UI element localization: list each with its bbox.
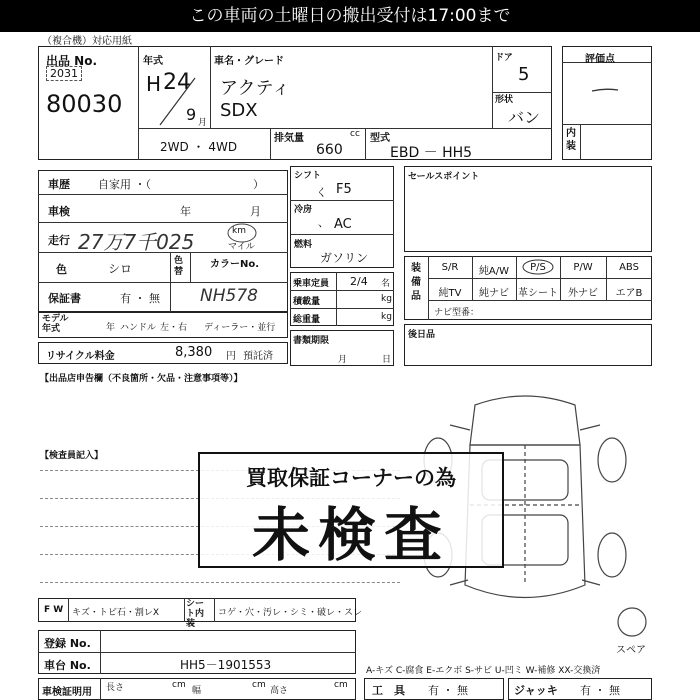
seat-value: コゲ・穴・汚レ・シミ・破レ・スレ bbox=[218, 608, 363, 618]
lot-label: 出品 No. bbox=[46, 54, 98, 68]
capacity-unit: 名 bbox=[381, 279, 391, 289]
history-close: ） bbox=[253, 178, 264, 191]
cert-length-unit: cm bbox=[172, 680, 186, 690]
cert-width-unit: cm bbox=[252, 680, 266, 690]
year-month: 9 bbox=[186, 105, 197, 124]
warranty-label: 保証書 bbox=[48, 292, 81, 305]
registration-label: 登録 No. bbox=[44, 637, 91, 650]
cooling-prefix: 、 bbox=[318, 216, 329, 229]
cert-length: 長さ bbox=[106, 683, 125, 693]
capacity-label: 乗車定員 bbox=[293, 279, 330, 289]
mileage-circle bbox=[224, 222, 264, 252]
displacement-unit: cc bbox=[350, 129, 360, 139]
stamp-line2: 未検査 bbox=[251, 501, 450, 569]
chassis-label: 車台 No. bbox=[44, 659, 91, 672]
reg-deadline-month: 月 bbox=[338, 355, 348, 365]
equip-power-window: P/W bbox=[573, 262, 593, 273]
year-era: H bbox=[146, 72, 162, 96]
year-month-unit: 月 bbox=[198, 118, 208, 128]
equip-alloy-wheel: 純A/W bbox=[478, 266, 510, 277]
doors-value: 5 bbox=[518, 64, 530, 85]
year-value: 24 bbox=[163, 70, 191, 95]
chassis-value: HH5－1901553 bbox=[180, 658, 272, 672]
name-label: 車名・グレード bbox=[214, 56, 284, 67]
car-model: アクティ bbox=[220, 78, 291, 99]
remarks-box bbox=[404, 324, 652, 366]
shift-label: シフト bbox=[294, 171, 322, 181]
lot-number: 80030 bbox=[46, 90, 123, 118]
inspection-label: 車検 bbox=[48, 205, 70, 218]
announcement-banner: この車両の土曜日の搬出受付は17:00まで bbox=[0, 0, 700, 32]
recycle-unit: 円 bbox=[226, 351, 236, 362]
seller-notes-label: 【出品店申告欄（不良箇所・欠品・注意事項等）】 bbox=[40, 374, 243, 384]
model-year-year: 年 bbox=[106, 323, 116, 333]
recycle-label: リサイクル料金 bbox=[46, 351, 115, 362]
spare-label: スペア bbox=[616, 645, 646, 656]
displacement-value: 660 bbox=[316, 142, 343, 158]
model-year-handle: ハンドル bbox=[120, 323, 157, 333]
lot-code: 2031 bbox=[46, 66, 82, 81]
interior-label: 内装 bbox=[566, 128, 576, 152]
shift-value: F5 bbox=[336, 182, 352, 197]
model-year-label: モデル年式 bbox=[42, 314, 69, 334]
reg-deadline-day: 日 bbox=[382, 355, 392, 365]
cert-height-unit: cm bbox=[334, 680, 348, 690]
model-year-dealer: ディーラー・並行 bbox=[204, 323, 276, 333]
equip-ps-circle bbox=[520, 258, 556, 276]
shape-label: 形状 bbox=[495, 95, 514, 105]
equip-ext-navi: 外ナビ bbox=[568, 288, 598, 299]
stamp-line1: 買取保証コーナーの為 bbox=[246, 466, 456, 490]
equip-navi: 純ナビ bbox=[479, 288, 509, 299]
history-value: 自家用 ・（ bbox=[98, 178, 151, 191]
equip-abs: ABS bbox=[619, 262, 639, 273]
doors-label: ドア bbox=[495, 53, 513, 63]
history-label: 車歴 bbox=[48, 178, 70, 191]
cert-width: 幅 bbox=[192, 686, 202, 696]
equip-tv: 純TV bbox=[438, 288, 462, 299]
cert-height: 高さ bbox=[270, 686, 289, 696]
load-unit: kg bbox=[381, 294, 392, 304]
cooling-label: 冷房 bbox=[294, 205, 313, 215]
inspection-year: 年 bbox=[180, 205, 191, 218]
car-grade: SDX bbox=[220, 100, 258, 121]
color-code-label: カラーNo. bbox=[210, 259, 260, 270]
tools-label: 工 具 bbox=[372, 684, 405, 697]
equip-leather-seat: 革シート bbox=[518, 288, 558, 299]
displacement-label: 排気量 bbox=[274, 133, 304, 144]
mileage-label: 走行 bbox=[48, 234, 70, 247]
shift-prefix: く bbox=[316, 186, 327, 199]
equip-power-steering: P/S bbox=[530, 262, 546, 273]
cooling-value: AC bbox=[334, 217, 352, 232]
inspector-label: 【検査員記入】 bbox=[40, 451, 104, 461]
spare-tire-icon bbox=[614, 604, 650, 640]
tools-value: 有 ・ 無 bbox=[428, 684, 468, 697]
inspection-month: 月 bbox=[250, 205, 261, 218]
equip-sr: S/R bbox=[441, 262, 459, 273]
damage-legend: A-キズ C-腐食 E-エクボ S-サビ U-凹ミ W-補修 XX-交換済 bbox=[366, 666, 601, 676]
model-code-label: 型式 bbox=[370, 133, 390, 144]
shape-value: バン bbox=[508, 108, 541, 127]
mileage-handwritten: 27万7千025 bbox=[78, 230, 195, 254]
navi-model-label: ナビ型番： bbox=[434, 308, 480, 318]
model-code-value: EBD － HH5 bbox=[390, 145, 473, 161]
color-code-handwritten: NH578 bbox=[200, 286, 258, 306]
cert-label: 車検証明用 bbox=[42, 687, 92, 698]
load-label: 積載量 bbox=[293, 297, 321, 307]
remarks-label: 後日品 bbox=[408, 330, 436, 340]
recycle-value: 8,380 bbox=[175, 345, 213, 360]
warranty-value: 有 ・ 無 bbox=[120, 292, 160, 305]
mileage-unit-mile: マイル bbox=[228, 242, 255, 252]
model-year-handle-value: 左・右 bbox=[160, 323, 188, 333]
color-change-label: 色替 bbox=[174, 256, 184, 277]
jack-value: 有 ・ 無 bbox=[580, 684, 620, 697]
fw-label: F W bbox=[44, 605, 64, 615]
color-label: 色 bbox=[56, 263, 67, 276]
seat-label: シート内装 bbox=[186, 599, 205, 629]
fw-value: キズ・トビ石・割レX bbox=[72, 608, 159, 618]
gross-unit: kg bbox=[381, 312, 392, 322]
gross-label: 総重量 bbox=[293, 315, 321, 325]
fuel-label: 燃料 bbox=[294, 240, 313, 250]
score-label: 評価点 bbox=[585, 54, 615, 65]
fuel-value: ガソリン bbox=[320, 251, 369, 265]
mileage-unit-km: km bbox=[232, 226, 246, 236]
form-type-note: （複合機）対応用紙 bbox=[42, 36, 132, 47]
score-dash bbox=[590, 85, 620, 95]
equip-airbag: エアB bbox=[615, 288, 643, 299]
color-value: シロ bbox=[108, 262, 133, 276]
sales-point-label: セールスポイント bbox=[408, 172, 480, 182]
year-label: 年式 bbox=[143, 56, 163, 67]
recycle-note: 預託済 bbox=[243, 351, 273, 362]
capacity-value: 2/4 bbox=[350, 275, 368, 288]
reg-deadline-label: 書類期限 bbox=[293, 336, 330, 346]
drive-type: 2WD ・ 4WD bbox=[160, 140, 238, 154]
jack-label: ジャッキ bbox=[514, 684, 558, 697]
equipment-label: 装備品 bbox=[411, 263, 421, 302]
